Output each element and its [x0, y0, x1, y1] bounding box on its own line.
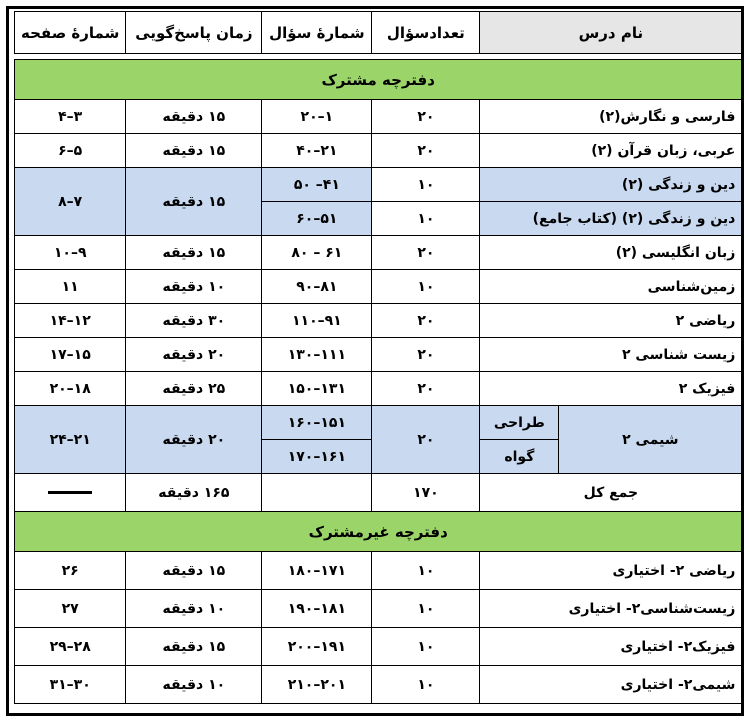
table-row [15, 628, 742, 666]
count-cell: ۲۰ [372, 406, 480, 474]
count-cell: ۲۰ [372, 100, 480, 134]
header-count: تعدادسؤال [372, 12, 480, 54]
count-cell: ۱۰ [372, 552, 480, 590]
header-row [15, 12, 742, 54]
table-row [15, 338, 742, 372]
header-page: شمارهٔ صفحه [15, 12, 126, 54]
count-cell: ۲۰ [372, 372, 480, 406]
subject-cell: فیزیک ۲ [480, 372, 742, 406]
questions-cell: ۱۶۱–۱۷۰ [262, 440, 372, 474]
table-row [15, 134, 742, 168]
subject-cell: دین و زندگی (۲) [480, 168, 742, 202]
total-time: ۱۶۵ دقیقه [126, 474, 262, 512]
table-row [15, 552, 742, 590]
time-cell: ۳۰ دقیقه [126, 304, 262, 338]
time-cell: ۱۰ دقیقه [126, 270, 262, 304]
table-row [15, 270, 742, 304]
questions-cell: ۴۱– ۵۰ [262, 168, 372, 202]
page-cell: ۵–۶ [15, 134, 126, 168]
questions-cell: ۲۱–۴۰ [262, 134, 372, 168]
page-cell: ۱۲–۱۴ [15, 304, 126, 338]
questions-cell: ۱۵۱–۱۶۰ [262, 406, 372, 440]
questions-cell: ۹۱–۱۱۰ [262, 304, 372, 338]
time-cell: ۱۵ دقیقه [126, 552, 262, 590]
count-cell: ۲۰ [372, 236, 480, 270]
time-cell: ۱۰ دقیقه [126, 590, 262, 628]
time-cell: ۲۵ دقیقه [126, 372, 262, 406]
count-cell: ۱۰ [372, 666, 480, 704]
count-cell: ۱۰ [372, 628, 480, 666]
count-cell: ۱۰ [372, 202, 480, 236]
time-cell: ۱۵ دقیقه [126, 628, 262, 666]
total-label: جمع کل [480, 474, 742, 512]
section-title-separate: دفترچه غیرمشترک [15, 512, 742, 552]
section-title-common: دفترچه مشترک [15, 60, 742, 100]
page-cell: ۷–۸ [15, 168, 126, 236]
page-cell: ۱۸–۲۰ [15, 372, 126, 406]
questions-cell: ۱–۲۰ [262, 100, 372, 134]
table-row [15, 590, 742, 628]
time-cell: ۱۵ دقیقه [126, 168, 262, 236]
subject-cell: شیمی۲- اختیاری [480, 666, 742, 704]
page-cell: ۲۶ [15, 552, 126, 590]
questions-cell: ۶۱ – ۸۰ [262, 236, 372, 270]
total-count: ۱۷۰ [372, 474, 480, 512]
subject-cell: زبان انگلیسی (۲) [480, 236, 742, 270]
page-cell: ۱۵–۱۷ [15, 338, 126, 372]
header-time: زمان پاسخ‌گویی [126, 12, 262, 54]
table-row [15, 666, 742, 704]
time-cell: ۱۵ دقیقه [126, 100, 262, 134]
table-row [15, 236, 742, 270]
page-cell: ۲۱–۲۴ [15, 406, 126, 474]
sub-variant-cell: گواه [480, 440, 559, 474]
subject-cell: فارسی و نگارش(۲) [480, 100, 742, 134]
table-row [15, 372, 742, 406]
dash-mark [48, 491, 92, 494]
total-row [15, 474, 742, 512]
page-cell: ۲۷ [15, 590, 126, 628]
subject-cell: عربی، زبان قرآن (۲) [480, 134, 742, 168]
table-row [15, 168, 742, 202]
questions-cell: ۸۱–۹۰ [262, 270, 372, 304]
subject-cell: زیست‌شناسی۲- اختیاری [480, 590, 742, 628]
questions-cell: ۱۳۱–۱۵۰ [262, 372, 372, 406]
questions-cell: ۱۷۱–۱۸۰ [262, 552, 372, 590]
time-cell: ۱۰ دقیقه [126, 666, 262, 704]
subject-cell: ریاضی ۲- اختیاری [480, 552, 742, 590]
page-cell: ۹–۱۰ [15, 236, 126, 270]
time-cell: ۲۰ دقیقه [126, 406, 262, 474]
table-row [15, 406, 742, 440]
count-cell: ۲۰ [372, 304, 480, 338]
time-cell: ۱۵ دقیقه [126, 134, 262, 168]
count-cell: ۲۰ [372, 134, 480, 168]
questions-cell: ۲۰۱–۲۱۰ [262, 666, 372, 704]
count-cell: ۱۰ [372, 168, 480, 202]
page-cell: ۲۸–۲۹ [15, 628, 126, 666]
subject-cell: شیمی ۲ [559, 406, 742, 474]
questions-cell: ۱۱۱–۱۳۰ [262, 338, 372, 372]
subject-cell: دین و زندگی (۲) (کتاب جامع) [480, 202, 742, 236]
sub-variant-cell: طراحی [480, 406, 559, 440]
questions-cell: ۱۹۱–۲۰۰ [262, 628, 372, 666]
page-cell: ۳–۴ [15, 100, 126, 134]
count-cell: ۱۰ [372, 270, 480, 304]
time-cell: ۱۵ دقیقه [126, 236, 262, 270]
header-subject: نام درس [480, 12, 742, 54]
table-row [15, 100, 742, 134]
subject-cell: زیست شناسی ۲ [480, 338, 742, 372]
total-page [15, 474, 126, 512]
count-cell: ۲۰ [372, 338, 480, 372]
page-cell: ۳۰–۳۱ [15, 666, 126, 704]
exam-schedule-table [14, 11, 742, 704]
header-questions: شمارهٔ سؤال [262, 12, 372, 54]
count-cell: ۱۰ [372, 590, 480, 628]
section-title-row [15, 60, 742, 100]
total-questions [262, 474, 372, 512]
questions-cell: ۱۸۱–۱۹۰ [262, 590, 372, 628]
questions-cell: ۵۱–۶۰ [262, 202, 372, 236]
page-cell: ۱۱ [15, 270, 126, 304]
subject-cell: زمین‌شناسی [480, 270, 742, 304]
subject-cell: فیزیک۲- اختیاری [480, 628, 742, 666]
time-cell: ۲۰ دقیقه [126, 338, 262, 372]
subject-cell: ریاضی ۲ [480, 304, 742, 338]
section-title-row [15, 512, 742, 552]
table-row [15, 304, 742, 338]
